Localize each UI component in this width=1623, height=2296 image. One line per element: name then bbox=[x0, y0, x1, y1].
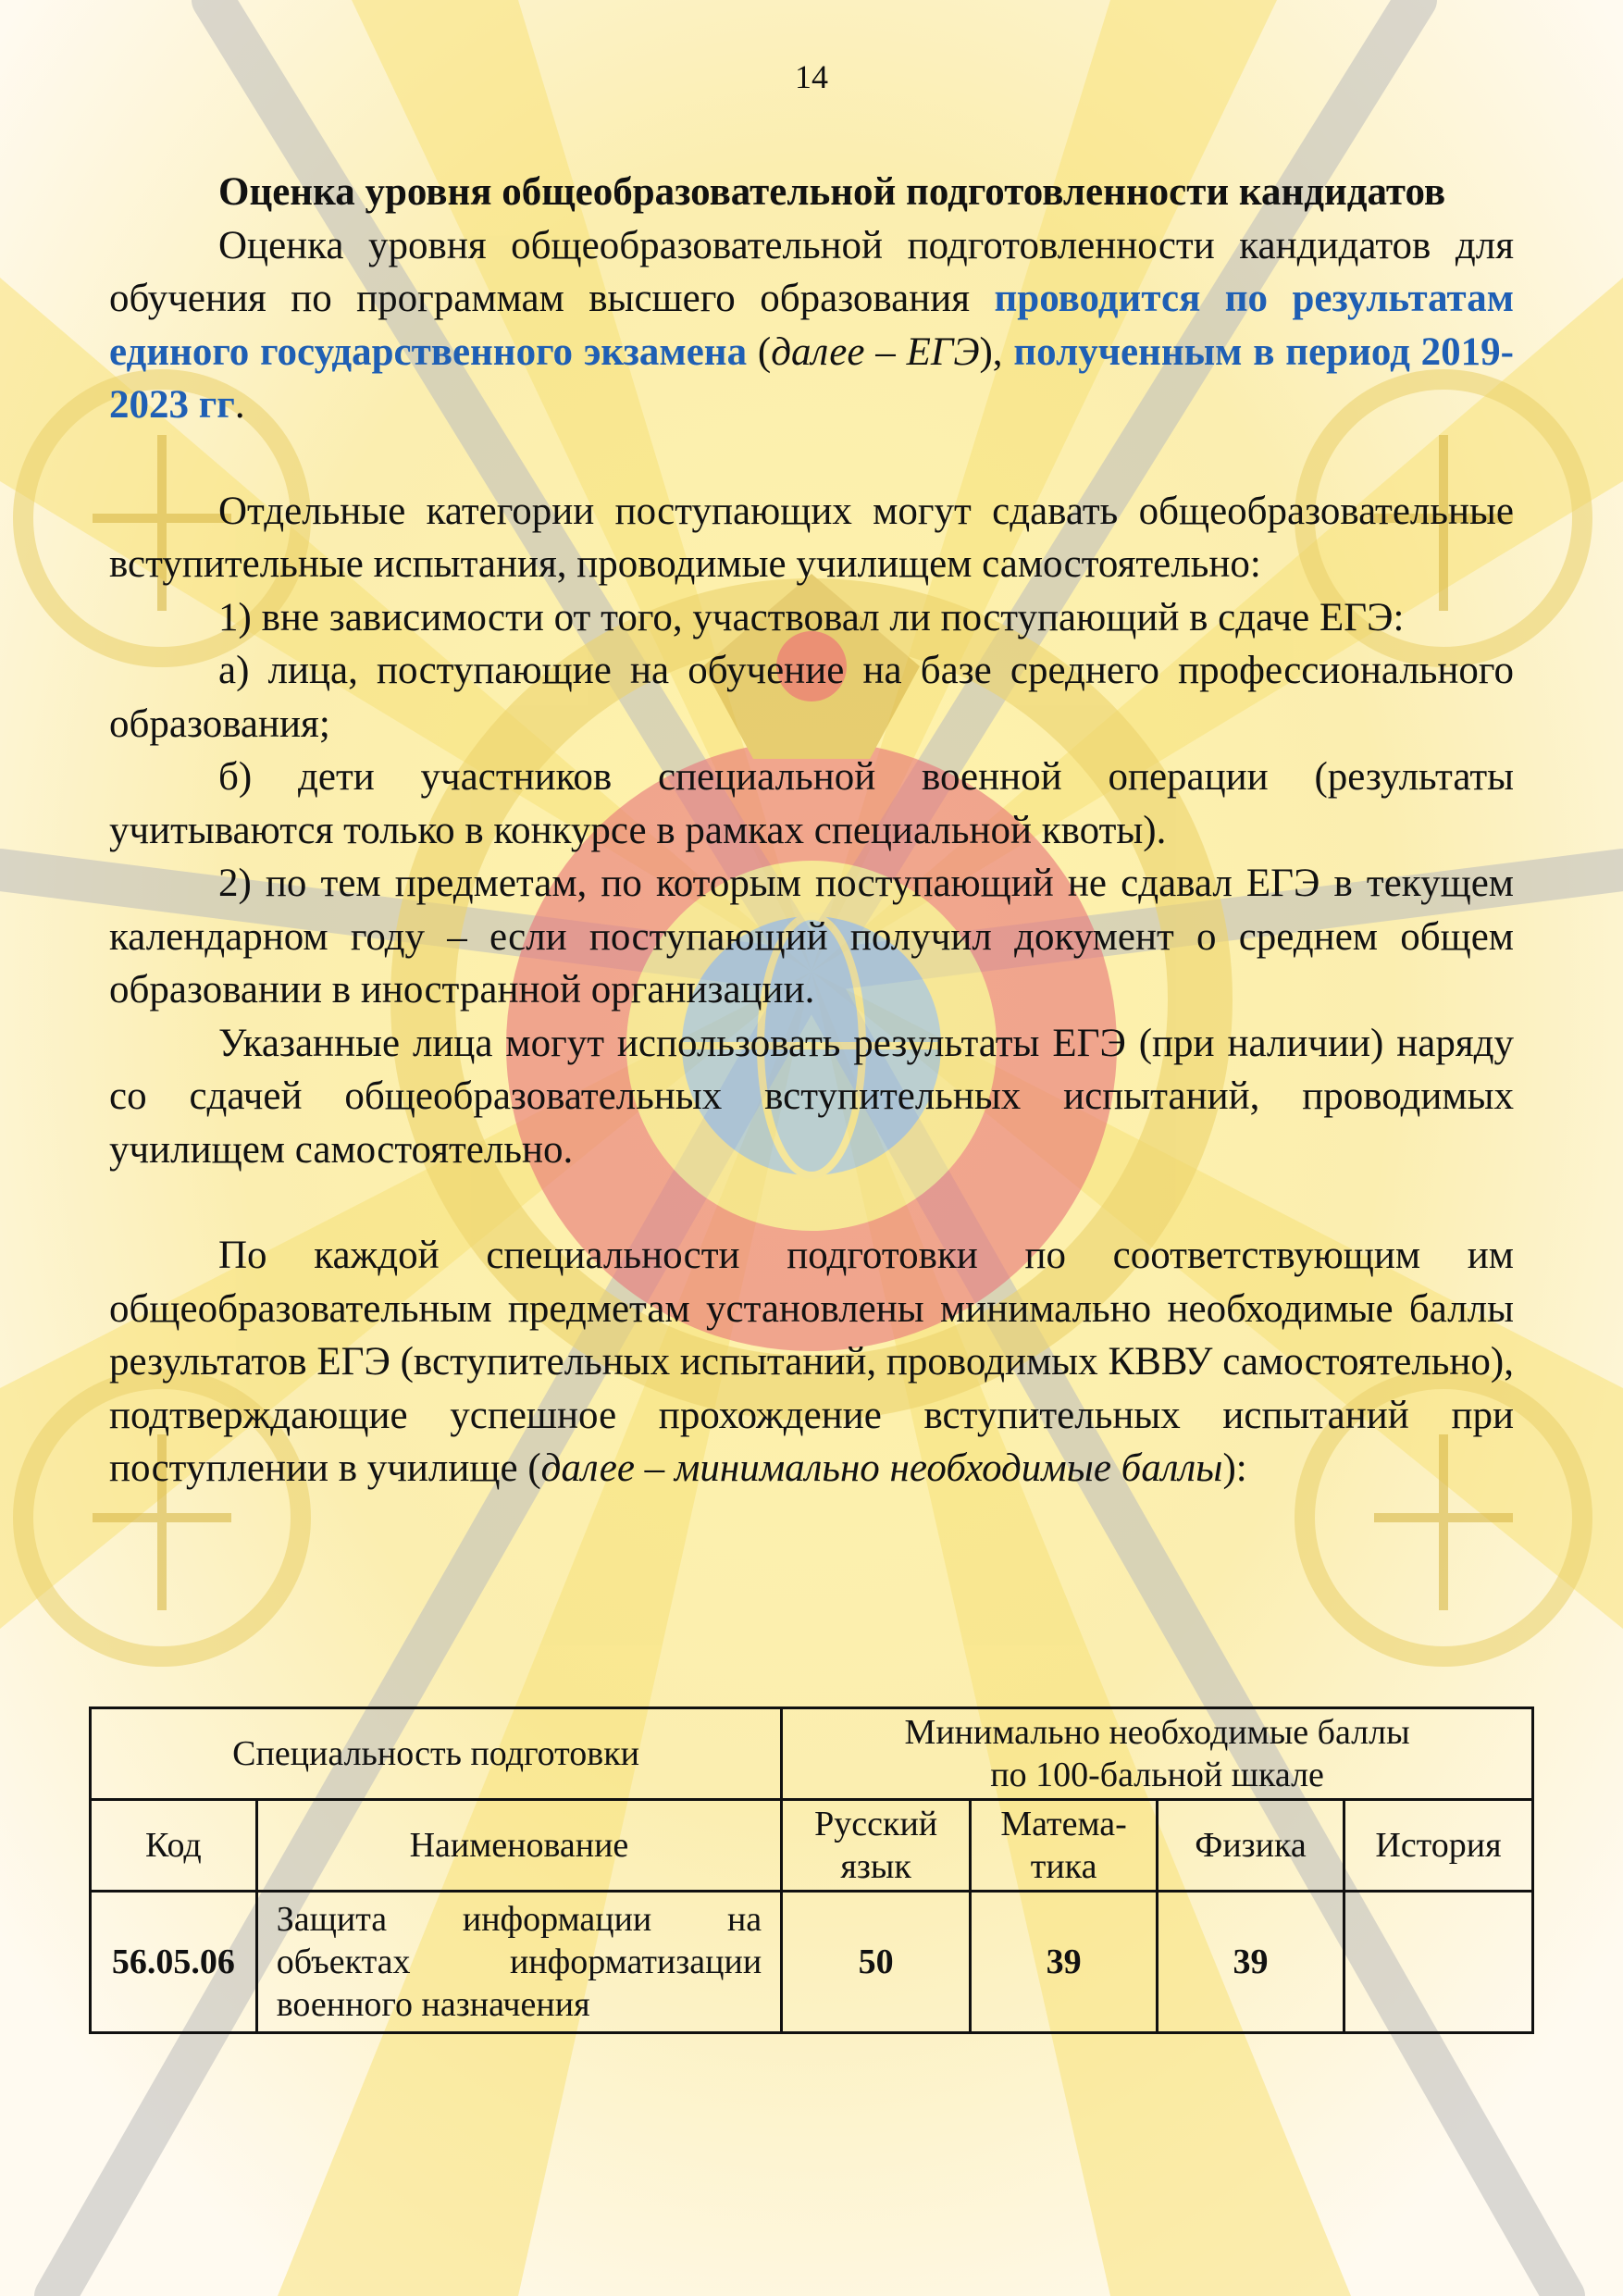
intro-text-4: . bbox=[234, 383, 245, 427]
header-name: Наименование bbox=[256, 1800, 781, 1892]
cell-code: 56.05.06 bbox=[91, 1892, 257, 2033]
body-text bbox=[109, 166, 1514, 1496]
categories-paragraph: Отдельные категории поступающих могут сдавать общеобразовательные вступительные испытания, проводимые училищем самостоятельно: bbox=[109, 489, 1514, 586]
cell-math: 39 bbox=[971, 1892, 1158, 2033]
minimum-scores-paragraph bbox=[109, 1229, 1514, 1496]
min-text-1: По каждой специальности подготовки по соответствующим им общеобразовательным предметам установлены минимально необходимые баллы результатов ЕГЭ (вступительных испытаний, проводимых КВВУ самостоятельно), подтверждающие успешное прохождение вступительных испытаний при поступлении в училище ( bbox=[109, 1234, 1514, 1490]
intro-paragraph bbox=[109, 219, 1514, 432]
min-text-2: ): bbox=[1222, 1446, 1247, 1490]
header-code: Код bbox=[91, 1800, 257, 1892]
list-item-1a: а) лица, поступающие на обучение на базе среднего профессионального образования; bbox=[109, 649, 1514, 746]
header-math-line-1: Матема- bbox=[1000, 1805, 1127, 1843]
section-heading: Оценка уровня общеобразовательной подготовленности кандидатов bbox=[218, 170, 1446, 214]
intro-highlight-1: проводится по результатам единого государственного экзамена bbox=[109, 277, 1514, 374]
cell-history bbox=[1344, 1892, 1533, 2033]
table-header-row-1 bbox=[91, 1708, 1533, 1800]
table-header-row-2 bbox=[91, 1800, 1533, 1892]
cell-physics: 39 bbox=[1158, 1892, 1344, 2033]
header-physics: Физика bbox=[1158, 1800, 1344, 1892]
list-item-1b: б) дети участников специальной военной операции (результаты учитываются только в конкурсе в рамках специальной квоты). bbox=[109, 755, 1514, 852]
header-specialty: Специальность подготовки bbox=[91, 1708, 782, 1800]
intro-highlight-2: полученным в период 2019-2023 гг bbox=[109, 329, 1514, 427]
header-math-line-2: тика bbox=[1030, 1847, 1097, 1886]
table-row bbox=[91, 1892, 1533, 2033]
header-math bbox=[971, 1800, 1158, 1892]
cell-russian: 50 bbox=[782, 1892, 971, 2033]
list-item-1: 1) вне зависимости от того, участвовал ли поступающий в сдаче ЕГЭ: bbox=[218, 595, 1405, 639]
list-item-2: 2) по тем предметам, по которым поступающий не сдавал ЕГЭ в текущем календарном году – если поступающий получил документ о среднем общем образовании в иностранной организации. bbox=[109, 862, 1514, 1011]
intro-text-2: ( bbox=[747, 329, 772, 374]
page-number: 14 bbox=[795, 58, 828, 95]
cell-name: Защита информации на объектах информатизации военного назначения bbox=[256, 1892, 781, 2033]
header-history: История bbox=[1344, 1800, 1533, 1892]
min-italic: далее – минимально необходимые баллы bbox=[540, 1446, 1223, 1490]
paragraph-gap bbox=[109, 432, 1514, 485]
header-russian bbox=[782, 1800, 971, 1892]
intro-text-3: ), bbox=[979, 329, 1014, 374]
indicated-persons-paragraph: Указанные лица могут использовать результаты ЕГЭ (при наличии) наряду со сдачей общеобразовательных вступительных испытаний, проводимых училищем самостоятельно. bbox=[109, 1021, 1514, 1172]
header-russian-line-1: Русский bbox=[814, 1805, 938, 1843]
intro-text-1: Оценка уровня общеобразовательной подготовленности кандидатов для обучения по программам высшего образования bbox=[109, 223, 1514, 320]
header-minimum-scores-line-1: Минимально необходимые баллы bbox=[904, 1713, 1410, 1752]
minimum-scores-table bbox=[89, 1706, 1534, 2034]
intro-italic: далее – ЕГЭ bbox=[771, 329, 980, 374]
paragraph-gap bbox=[109, 1176, 1514, 1229]
header-minimum-scores-line-2: по 100-бальной шкале bbox=[990, 1756, 1324, 1794]
header-minimum-scores bbox=[782, 1708, 1533, 1800]
header-russian-line-2: язык bbox=[840, 1847, 911, 1886]
